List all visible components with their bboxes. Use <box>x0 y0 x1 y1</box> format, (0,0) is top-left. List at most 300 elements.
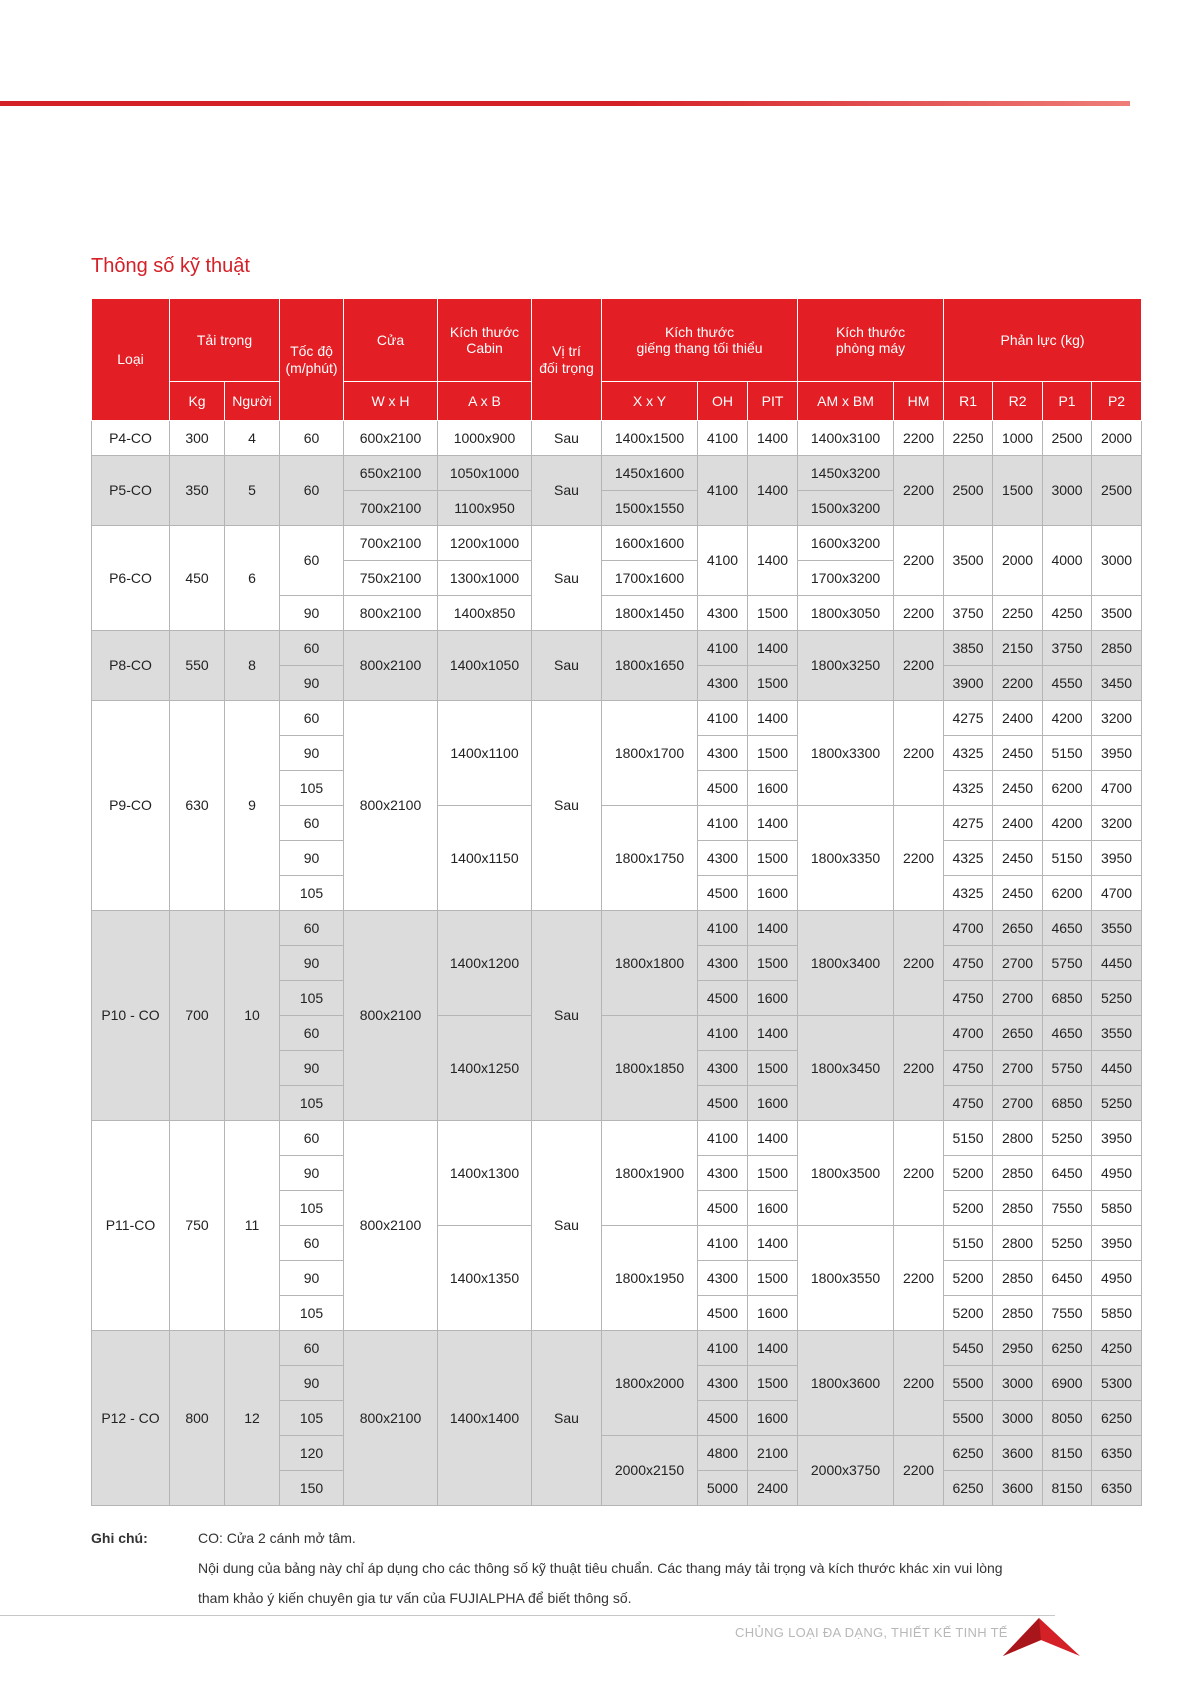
speed-cell: 105 <box>280 876 344 911</box>
kg-cell: 300 <box>170 421 225 456</box>
r1-cell: 5200 <box>944 1296 993 1331</box>
shaft-cell: 1800x1750 <box>602 806 698 911</box>
shaft-cell: 1800x1850 <box>602 1016 698 1121</box>
r2-cell: 2450 <box>993 736 1043 771</box>
counterweight-cell: Sau <box>532 526 602 631</box>
speed-cell: 60 <box>280 456 344 526</box>
door-cell: 650x2100 <box>344 456 438 491</box>
oh-cell: 4100 <box>698 806 748 841</box>
shaft-cell: 1800x1650 <box>602 631 698 701</box>
r2-cell: 2150 <box>993 631 1043 666</box>
gieng-label-1: Kích thước <box>664 323 735 340</box>
p2-cell: 3950 <box>1092 1121 1142 1156</box>
door-cell: 700x2100 <box>344 491 438 526</box>
persons-cell: 5 <box>225 456 280 526</box>
toc-do-unit: (m/phút) <box>285 359 338 376</box>
col-header-kg: Kg <box>170 382 225 421</box>
pit-cell: 1500 <box>748 666 798 701</box>
speed-cell: 60 <box>280 1121 344 1156</box>
r1-cell: 2500 <box>944 456 993 526</box>
oh-cell: 4100 <box>698 456 748 526</box>
vi-tri-label-1: Vị trí <box>552 343 581 360</box>
shaft-cell: 1800x1900 <box>602 1121 698 1226</box>
p2-cell: 5300 <box>1092 1366 1142 1401</box>
hm-cell: 2200 <box>894 1331 944 1436</box>
p1-cell: 8150 <box>1043 1436 1092 1471</box>
speed-cell: 120 <box>280 1436 344 1471</box>
r2-cell: 2200 <box>993 666 1043 701</box>
machine-room-cell: 1450x3200 <box>798 456 894 491</box>
persons-cell: 4 <box>225 421 280 456</box>
cabin-cell: 1200x1000 <box>438 526 532 561</box>
p1-cell: 4250 <box>1043 596 1092 631</box>
r2-cell: 2700 <box>993 946 1043 981</box>
model-cell: P10 - CO <box>92 911 170 1121</box>
oh-cell: 4300 <box>698 946 748 981</box>
r1-cell: 4750 <box>944 946 993 981</box>
oh-cell: 4300 <box>698 1261 748 1296</box>
pit-cell: 1600 <box>748 1401 798 1436</box>
p1-cell: 5250 <box>1043 1121 1092 1156</box>
r2-cell: 3000 <box>993 1401 1043 1436</box>
persons-cell: 8 <box>225 631 280 701</box>
oh-cell: 4300 <box>698 841 748 876</box>
p2-cell: 3000 <box>1092 526 1142 596</box>
r1-cell: 4700 <box>944 911 993 946</box>
note-line-1: CO: Cửa 2 cánh mở tâm. <box>198 1530 356 1546</box>
persons-cell: 6 <box>225 526 280 631</box>
oh-cell: 4100 <box>698 1121 748 1156</box>
speed-cell: 105 <box>280 1191 344 1226</box>
cabin-cell: 1400x1150 <box>438 806 532 911</box>
r2-cell: 2850 <box>993 1191 1043 1226</box>
speed-cell: 105 <box>280 1086 344 1121</box>
speed-cell: 105 <box>280 1401 344 1436</box>
oh-cell: 4300 <box>698 666 748 701</box>
table-row <box>92 1331 1142 1366</box>
r2-cell: 2700 <box>993 1086 1043 1121</box>
oh-cell: 4300 <box>698 1366 748 1401</box>
pit-cell: 1400 <box>748 421 798 456</box>
door-cell: 800x2100 <box>344 701 438 911</box>
table-row <box>92 526 1142 561</box>
oh-cell: 4100 <box>698 701 748 736</box>
r2-cell: 2800 <box>993 1121 1043 1156</box>
cabin-cell: 1100x950 <box>438 491 532 526</box>
table-row <box>92 911 1142 946</box>
r2-cell: 3600 <box>993 1471 1043 1506</box>
p2-cell: 5850 <box>1092 1191 1142 1226</box>
machine-room-cell: 1800x3250 <box>798 631 894 701</box>
speed-cell: 60 <box>280 631 344 666</box>
p1-cell: 8150 <box>1043 1471 1092 1506</box>
p2-cell: 5250 <box>1092 981 1142 1016</box>
r2-cell: 1000 <box>993 421 1043 456</box>
door-cell: 800x2100 <box>344 911 438 1121</box>
r1-cell: 5500 <box>944 1366 993 1401</box>
pit-cell: 1600 <box>748 771 798 806</box>
r2-cell: 2450 <box>993 771 1043 806</box>
model-group-p9 <box>92 701 1142 911</box>
cabin-cell: 1300x1000 <box>438 561 532 596</box>
machine-room-cell: 1800x3400 <box>798 911 894 1016</box>
col-header-r2: R2 <box>993 382 1043 421</box>
pit-cell: 1400 <box>748 1121 798 1156</box>
shaft-cell: 1700x1600 <box>602 561 698 596</box>
table-row <box>92 631 1142 666</box>
r1-cell: 5200 <box>944 1261 993 1296</box>
oh-cell: 4500 <box>698 1296 748 1331</box>
p2-cell: 3200 <box>1092 806 1142 841</box>
r2-cell: 2000 <box>993 526 1043 596</box>
r2-cell: 3600 <box>993 1436 1043 1471</box>
kg-cell: 630 <box>170 701 225 911</box>
shaft-cell: 2000x2150 <box>602 1436 698 1506</box>
cabin-cell: 1400x1250 <box>438 1016 532 1121</box>
col-header-amxbm: AM x BM <box>798 382 894 421</box>
kg-cell: 350 <box>170 456 225 526</box>
speed-cell: 90 <box>280 1261 344 1296</box>
p2-cell: 2500 <box>1092 456 1142 526</box>
p1-cell: 6200 <box>1043 771 1092 806</box>
oh-cell: 4100 <box>698 631 748 666</box>
r1-cell: 3900 <box>944 666 993 701</box>
oh-cell: 4500 <box>698 771 748 806</box>
p1-cell: 4000 <box>1043 526 1092 596</box>
r2-cell: 2700 <box>993 1051 1043 1086</box>
cabin-cell: 1400x850 <box>438 596 532 631</box>
p1-cell: 8050 <box>1043 1401 1092 1436</box>
counterweight-cell: Sau <box>532 631 602 701</box>
speed-cell: 105 <box>280 1296 344 1331</box>
speed-cell: 60 <box>280 911 344 946</box>
r2-cell: 3000 <box>993 1366 1043 1401</box>
model-cell: P11-CO <box>92 1121 170 1331</box>
p1-cell: 5750 <box>1043 1051 1092 1086</box>
r1-cell: 5500 <box>944 1401 993 1436</box>
door-cell: 800x2100 <box>344 1121 438 1331</box>
p1-cell: 7550 <box>1043 1296 1092 1331</box>
p2-cell: 6350 <box>1092 1436 1142 1471</box>
r1-cell: 5200 <box>944 1191 993 1226</box>
p2-cell: 3950 <box>1092 1226 1142 1261</box>
p1-cell: 6250 <box>1043 1331 1092 1366</box>
machine-room-cell: 1800x3300 <box>798 701 894 806</box>
counterweight-cell: Sau <box>532 456 602 526</box>
toc-do-label: Tốc độ <box>290 343 333 360</box>
p2-cell: 4450 <box>1092 1051 1142 1086</box>
kg-cell: 450 <box>170 526 225 631</box>
speed-cell: 60 <box>280 806 344 841</box>
r1-cell: 4275 <box>944 806 993 841</box>
r2-cell: 2450 <box>993 876 1043 911</box>
counterweight-cell: Sau <box>532 1121 602 1331</box>
col-header-vi-tri <box>532 299 602 421</box>
p2-cell: 4700 <box>1092 771 1142 806</box>
shaft-cell: 1450x1600 <box>602 456 698 491</box>
model-group-p8 <box>92 631 1142 701</box>
page-title: Thông số kỹ thuật <box>91 255 250 277</box>
hm-cell: 2200 <box>894 596 944 631</box>
shaft-cell: 1800x2000 <box>602 1331 698 1436</box>
shaft-cell: 1500x1550 <box>602 491 698 526</box>
table-row <box>92 1121 1142 1156</box>
cabin-cell: 1400x1300 <box>438 1121 532 1226</box>
p1-cell: 4200 <box>1043 701 1092 736</box>
machine-room-cell: 1700x3200 <box>798 561 894 596</box>
oh-cell: 4300 <box>698 736 748 771</box>
speed-cell: 105 <box>280 771 344 806</box>
oh-cell: 4300 <box>698 1156 748 1191</box>
speed-cell: 90 <box>280 596 344 631</box>
machine-room-cell: 1800x3600 <box>798 1331 894 1436</box>
footer-rule <box>0 1615 1055 1616</box>
p1-cell: 3750 <box>1043 631 1092 666</box>
r2-cell: 2850 <box>993 1156 1043 1191</box>
r1-cell: 4700 <box>944 1016 993 1051</box>
speed-cell: 90 <box>280 1156 344 1191</box>
persons-cell: 12 <box>225 1331 280 1506</box>
r2-cell: 2450 <box>993 841 1043 876</box>
door-cell: 800x2100 <box>344 1331 438 1506</box>
counterweight-cell: Sau <box>532 701 602 911</box>
model-cell: P12 - CO <box>92 1331 170 1506</box>
hm-cell: 2200 <box>894 421 944 456</box>
speed-cell: 90 <box>280 841 344 876</box>
col-header-loai: Loại <box>92 299 170 421</box>
p2-cell: 6250 <box>1092 1401 1142 1436</box>
pit-cell: 1400 <box>748 1016 798 1051</box>
vi-tri-label-2: đối trọng <box>539 359 594 376</box>
persons-cell: 10 <box>225 911 280 1121</box>
kg-cell: 550 <box>170 631 225 701</box>
r2-cell: 2850 <box>993 1296 1043 1331</box>
machine-room-cell: 1800x3550 <box>798 1226 894 1331</box>
cabin-cell: 1400x1400 <box>438 1331 532 1506</box>
table-row <box>92 701 1142 736</box>
oh-cell: 4300 <box>698 1051 748 1086</box>
model-cell: P4-CO <box>92 421 170 456</box>
top-red-rule <box>0 101 1130 106</box>
col-header-tai-trong: Tải trọng <box>170 299 280 382</box>
pit-cell: 1600 <box>748 981 798 1016</box>
r1-cell: 6250 <box>944 1471 993 1506</box>
pit-cell: 1400 <box>748 911 798 946</box>
cabin-cell: 1050x1000 <box>438 456 532 491</box>
model-cell: P5-CO <box>92 456 170 526</box>
r1-cell: 5150 <box>944 1226 993 1261</box>
hm-cell: 2200 <box>894 1121 944 1226</box>
p1-cell: 5150 <box>1043 736 1092 771</box>
speed-cell: 60 <box>280 421 344 456</box>
col-header-xxy: X x Y <box>602 382 698 421</box>
pit-cell: 1400 <box>748 631 798 666</box>
counterweight-cell: Sau <box>532 911 602 1121</box>
model-group-p10 <box>92 911 1142 1121</box>
pit-cell: 2400 <box>748 1471 798 1506</box>
pit-cell: 1500 <box>748 841 798 876</box>
p1-cell: 2500 <box>1043 421 1092 456</box>
machine-room-cell: 1800x3350 <box>798 806 894 911</box>
kg-cell: 800 <box>170 1331 225 1506</box>
speed-cell: 60 <box>280 1226 344 1261</box>
col-header-phan-luc: Phản lực (kg) <box>944 299 1142 382</box>
table-row <box>92 421 1142 456</box>
oh-cell: 4500 <box>698 876 748 911</box>
pit-cell: 1400 <box>748 806 798 841</box>
col-header-p1: P1 <box>1043 382 1092 421</box>
speed-cell: 60 <box>280 1016 344 1051</box>
shaft-cell: 1800x1700 <box>602 701 698 806</box>
speed-cell: 105 <box>280 981 344 1016</box>
oh-cell: 4100 <box>698 911 748 946</box>
oh-cell: 4500 <box>698 1401 748 1436</box>
speed-cell: 150 <box>280 1471 344 1506</box>
door-cell: 800x2100 <box>344 631 438 701</box>
p1-cell: 7550 <box>1043 1191 1092 1226</box>
p2-cell: 2000 <box>1092 421 1142 456</box>
r2-cell: 2950 <box>993 1331 1043 1366</box>
speed-cell: 90 <box>280 666 344 701</box>
col-header-oh: OH <box>698 382 748 421</box>
p1-cell: 5750 <box>1043 946 1092 981</box>
r2-cell: 2650 <box>993 1016 1043 1051</box>
oh-cell: 4100 <box>698 421 748 456</box>
door-cell: 750x2100 <box>344 561 438 596</box>
hm-cell: 2200 <box>894 911 944 1016</box>
cabin-cell: 1400x1100 <box>438 701 532 806</box>
r2-cell: 1500 <box>993 456 1043 526</box>
r1-cell: 5150 <box>944 1121 993 1156</box>
p1-cell: 4200 <box>1043 806 1092 841</box>
hm-cell: 2200 <box>894 1226 944 1331</box>
machine-room-cell: 1500x3200 <box>798 491 894 526</box>
hm-cell: 2200 <box>894 1016 944 1121</box>
hm-cell: 2200 <box>894 456 944 526</box>
counterweight-cell: Sau <box>532 1331 602 1506</box>
p1-cell: 3000 <box>1043 456 1092 526</box>
p2-cell: 3550 <box>1092 1016 1142 1051</box>
shaft-cell: 1400x1500 <box>602 421 698 456</box>
model-group-p5 <box>92 456 1142 526</box>
pit-cell: 1500 <box>748 1156 798 1191</box>
pit-cell: 1500 <box>748 596 798 631</box>
note-line-3: tham khảo ý kiến chuyên gia tư vấn của FUJIALPHA để biết thông số. <box>198 1590 632 1606</box>
oh-cell: 4100 <box>698 1331 748 1366</box>
pit-cell: 1500 <box>748 1366 798 1401</box>
oh-cell: 4800 <box>698 1436 748 1471</box>
specs-table <box>91 298 1142 1506</box>
p1-cell: 4550 <box>1043 666 1092 701</box>
oh-cell: 4500 <box>698 1191 748 1226</box>
speed-cell: 90 <box>280 1051 344 1086</box>
r1-cell: 4750 <box>944 1051 993 1086</box>
cabin-cell: 1400x1350 <box>438 1226 532 1331</box>
cabin-cell: 1000x900 <box>438 421 532 456</box>
p2-cell: 3950 <box>1092 841 1142 876</box>
r1-cell: 4325 <box>944 771 993 806</box>
r2-cell: 2800 <box>993 1226 1043 1261</box>
model-cell: P8-CO <box>92 631 170 701</box>
oh-cell: 4500 <box>698 1086 748 1121</box>
r1-cell: 5200 <box>944 1156 993 1191</box>
machine-room-cell: 2000x3750 <box>798 1436 894 1506</box>
r1-cell: 5450 <box>944 1331 993 1366</box>
r1-cell: 4750 <box>944 981 993 1016</box>
counterweight-cell: Sau <box>532 421 602 456</box>
p2-cell: 5250 <box>1092 1086 1142 1121</box>
pit-cell: 1500 <box>748 1051 798 1086</box>
p1-cell: 5150 <box>1043 841 1092 876</box>
p1-cell: 4650 <box>1043 911 1092 946</box>
machine-room-cell: 1600x3200 <box>798 526 894 561</box>
col-header-cabin <box>438 299 532 382</box>
r2-cell: 2250 <box>993 596 1043 631</box>
r1-cell: 6250 <box>944 1436 993 1471</box>
col-header-nguoi: Người <box>225 382 280 421</box>
col-header-phong-may <box>798 299 944 382</box>
oh-cell: 4300 <box>698 596 748 631</box>
r1-cell: 4325 <box>944 736 993 771</box>
p2-cell: 4250 <box>1092 1331 1142 1366</box>
pit-cell: 1600 <box>748 876 798 911</box>
notes-label: Ghi chú: <box>91 1530 148 1546</box>
col-header-axb: A x B <box>438 382 532 421</box>
p2-cell: 3550 <box>1092 911 1142 946</box>
p2-cell: 5850 <box>1092 1296 1142 1331</box>
table-row <box>92 456 1142 491</box>
phong-may-label-1: Kích thước <box>835 323 906 340</box>
r2-cell: 2400 <box>993 806 1043 841</box>
p1-cell: 6900 <box>1043 1366 1092 1401</box>
p2-cell: 6350 <box>1092 1471 1142 1506</box>
model-group-p4 <box>92 421 1142 456</box>
pit-cell: 1400 <box>748 526 798 596</box>
col-header-p2: P2 <box>1092 382 1142 421</box>
model-cell: P6-CO <box>92 526 170 631</box>
hm-cell: 2200 <box>894 526 944 596</box>
oh-cell: 4100 <box>698 526 748 596</box>
speed-cell: 60 <box>280 1331 344 1366</box>
p2-cell: 3450 <box>1092 666 1142 701</box>
pit-cell: 1600 <box>748 1296 798 1331</box>
p1-cell: 6850 <box>1043 981 1092 1016</box>
kg-cell: 700 <box>170 911 225 1121</box>
phong-may-label-2: phòng máy <box>835 340 906 356</box>
r1-cell: 3500 <box>944 526 993 596</box>
col-header-pit: PIT <box>748 382 798 421</box>
oh-cell: 4500 <box>698 981 748 1016</box>
machine-room-cell: 1800x3050 <box>798 596 894 631</box>
door-cell: 600x2100 <box>344 421 438 456</box>
pit-cell: 1500 <box>748 1261 798 1296</box>
p1-cell: 6850 <box>1043 1086 1092 1121</box>
hm-cell: 2200 <box>894 701 944 806</box>
model-group-p11 <box>92 1121 1142 1331</box>
pit-cell: 1400 <box>748 1226 798 1261</box>
r2-cell: 2650 <box>993 911 1043 946</box>
col-header-gieng <box>602 299 798 382</box>
hm-cell: 2200 <box>894 806 944 911</box>
col-header-cua: Cửa <box>344 299 438 382</box>
door-cell: 800x2100 <box>344 596 438 631</box>
door-cell: 700x2100 <box>344 526 438 561</box>
machine-room-cell: 1800x3450 <box>798 1016 894 1121</box>
pit-cell: 1500 <box>748 736 798 771</box>
hm-cell: 2200 <box>894 631 944 701</box>
p1-cell: 5250 <box>1043 1226 1092 1261</box>
oh-cell: 4100 <box>698 1016 748 1051</box>
